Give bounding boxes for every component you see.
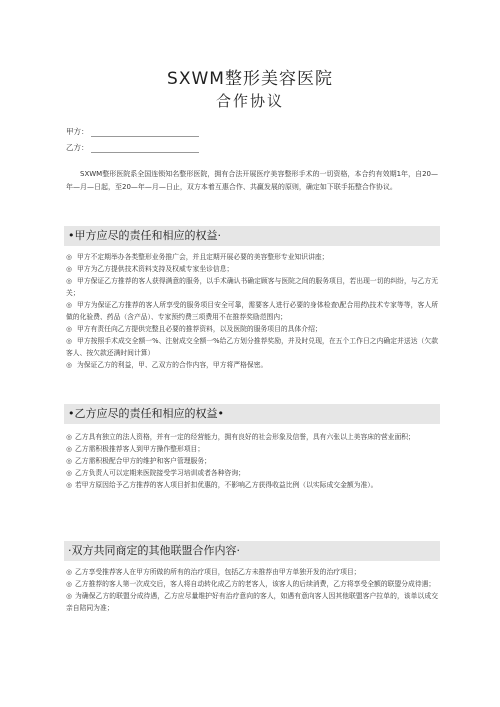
list-item: ◎ 乙方具有独立的法人资格，并有一定的经营能力，拥有良好的社会形象及信誉，具有六张以上美容床的营业面积； xyxy=(66,433,415,441)
list-item: ◎ 乙方享受推荐客人在甲方所做的所有的治疗项目，包括乙方未推荐由甲方单独开发的治疗项目； xyxy=(66,568,361,576)
list-item: ◎ 甲方有责任向乙方提供完整且必要的推荐资料，以及医院的服务项目的具体介绍； xyxy=(66,325,322,333)
list-item: ◎ 乙方需积极配合甲方的维护和客户管理服务； xyxy=(66,457,211,465)
list-item: ◎ 为保证乙方的利益，甲、乙双方的合作内容，甲方将严格保密。 xyxy=(66,361,268,369)
list-item: ◎ 甲方为乙方提供技术资料支持及权威专家坐诊信息； xyxy=(66,265,234,273)
bullet-icon: ◎ xyxy=(66,481,72,489)
party-b-label: 乙方： xyxy=(66,143,89,152)
list-item: ◎ 乙方负责人可以定期来医院接受学习培训或者各种咨询； xyxy=(66,469,245,477)
bullet-icon: ◎ xyxy=(66,277,72,285)
bullet-icon: ◎ xyxy=(66,337,72,345)
list-item: ◎ 甲方不定期举办各类整形业务推广会，并且定期开展必要的美容整形专业知识讲座； xyxy=(66,253,329,261)
section-header-party-a: •甲方应尽的责任和相应的权益· xyxy=(64,226,440,246)
list-item: ◎ 甲方为保证乙方推荐的客人所享受的服务项目安全可靠，需要客人进行必要的身体检查\配合用药\技术专家等等，客人所做的化验费、药品（含产品）、专家预约费三项费用不在推荐奖励范围内； xyxy=(66,301,438,321)
list-item: ◎ 甲方保证乙方推荐的客人获得满意的服务，以手术确认书确定顾客与医院之间的服务项目，若出现一切的纠纷，与乙方无关； xyxy=(66,277,438,297)
party-a-blank xyxy=(91,128,199,137)
bullet-icon: ◎ xyxy=(66,265,72,273)
document-title: SXWM整形美容医院 xyxy=(167,69,333,89)
bullet-icon: ◎ xyxy=(66,253,72,261)
list-item: ◎ 乙方推荐的客人第一次成交后，客人将自动转化成乙方的老客人，该客人的后续消费，乙方将享受全额的联盟分成待遇； xyxy=(66,580,436,588)
party-b-field xyxy=(66,142,199,153)
bullet-icon: ◎ xyxy=(66,568,72,576)
section-header-joint-terms: ·双方共同商定的其他联盟合作内容· xyxy=(64,541,440,561)
section-header-party-b: •乙方应尽的责任和相应的权益• xyxy=(64,404,440,424)
bullet-icon: ◎ xyxy=(66,469,72,477)
list-item: ◎ 甲方按照手术成交全额一%、注射成交全额一%给乙方划分推荐奖励，并及时兑现，在五个工作日之内确定并送达（欠款客人、按欠款还满时间计算） xyxy=(66,337,438,357)
bullet-icon: ◎ xyxy=(66,457,72,465)
party-b-blank xyxy=(91,144,199,153)
bullet-icon: ◎ xyxy=(66,301,72,309)
intro-paragraph: SXWM整形医院系全国连锁知名整形医院，拥有合法开展医疗美容整形手术的一切资格，本合约有效期1年，自20—年—月—日起，至20—年—月—日止，双方本着互惠合作、共赢发展的原则，确定如下联手拓整合作协议。 xyxy=(66,170,438,191)
bullet-icon: ◎ xyxy=(66,580,72,588)
party-a-field xyxy=(66,126,199,137)
bullet-icon: ◎ xyxy=(66,325,72,333)
list-item: ◎ 乙方需积极推荐客人到甲方操作整形项目； xyxy=(66,445,205,453)
list-item: ◎ 若甲方原因给予乙方推荐的客人项目折扣优惠的，不影响乙方获得收益比例（以实际成交金额为准）。 xyxy=(66,481,378,489)
bullet-icon: ◎ xyxy=(66,361,72,369)
section-body-party-b xyxy=(66,431,438,491)
bullet-icon: ◎ xyxy=(66,433,72,441)
section-body-party-a xyxy=(66,251,438,371)
party-a-label: 甲方： xyxy=(66,127,89,136)
section-body-joint-terms xyxy=(66,566,438,614)
document-subtitle: 合作协议 xyxy=(215,92,284,110)
bullet-icon: ◎ xyxy=(66,445,72,453)
list-item: ◎ 为确保乙方的联盟分成待遇，乙方应尽量维护好有治疗意向的客人，如遇有意向客人因其他联盟客户拉单的，该单以成交亲自陪同为准； xyxy=(66,592,438,612)
bullet-icon: ◎ xyxy=(66,592,72,600)
